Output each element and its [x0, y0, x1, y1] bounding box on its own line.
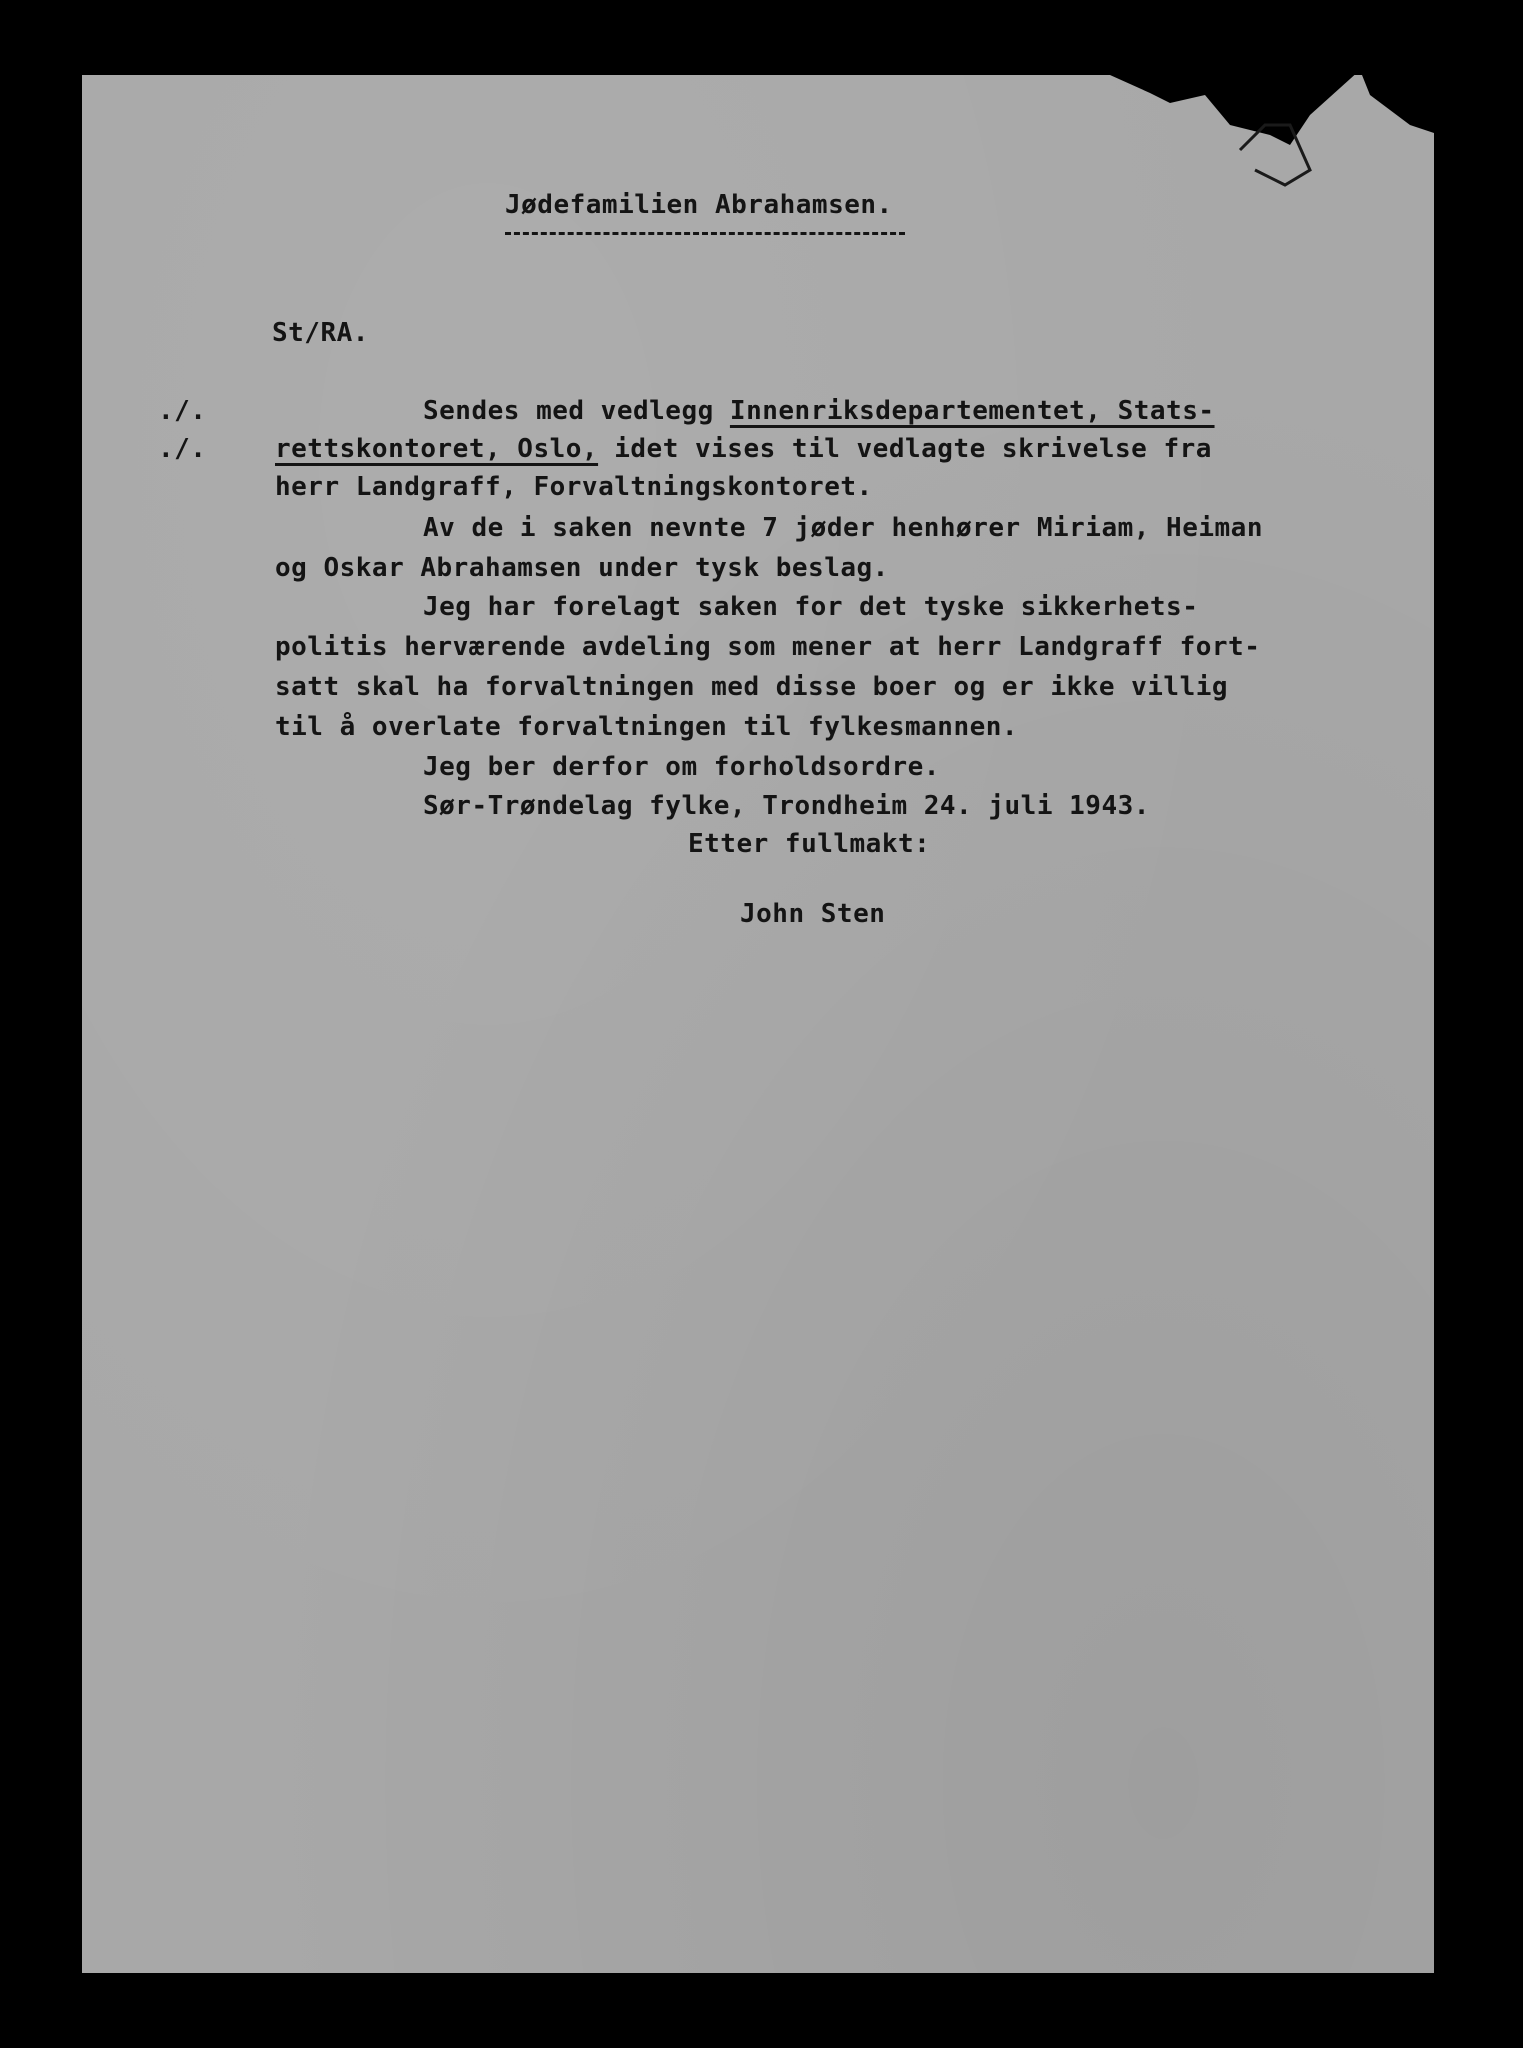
body-line-8: satt skal ha forvaltningen med disse boer og er ikke villig	[275, 672, 1229, 702]
torn-corner	[1110, 75, 1440, 205]
document-title: Jødefamilien Abrahamsen.	[505, 190, 893, 220]
signatory-name: John Sten	[740, 899, 886, 929]
body-line-3: herr Landgraff, Forvaltningskontoret.	[275, 472, 873, 502]
body-line-10: Jeg ber derfor om forholdsordre.	[423, 752, 940, 782]
enclosure-mark-1: ./.	[158, 396, 207, 426]
body-line-7: politis herværende avdeling som mener at herr Landgraff fort-	[275, 632, 1261, 662]
body-line-9: til å overlate forvaltningen til fylkesmannen.	[275, 712, 1019, 742]
reference-code: St/RA.	[272, 318, 369, 348]
enclosure-mark-2: ./.	[158, 434, 207, 464]
body-line-1: Sendes med vedlegg Innenriksdepartementet, Stats-	[423, 396, 1215, 426]
body-line-6: Jeg har forelagt saken for det tyske sikkerhets-	[423, 592, 1199, 622]
recipient-underlined: Innenriksdepartementet, Stats-	[729, 396, 1215, 426]
authority-line: Etter fullmakt:	[688, 829, 931, 859]
body-line-2: rettskontoret, Oslo, idet vises til vedlagte skrivelse fra	[275, 434, 1212, 464]
place-and-date: Sør-Trøndelag fylke, Trondheim 24. juli 1943.	[423, 791, 1150, 821]
body-line-5: og Oskar Abrahamsen under tysk beslag.	[275, 553, 889, 583]
recipient-underlined-cont: rettskontoret, Oslo,	[275, 434, 599, 464]
body-line-4: Av de i saken nevnte 7 jøder henhører Miriam, Heiman	[423, 513, 1263, 543]
title-underline	[505, 232, 905, 235]
paper-sheet	[82, 75, 1434, 1973]
